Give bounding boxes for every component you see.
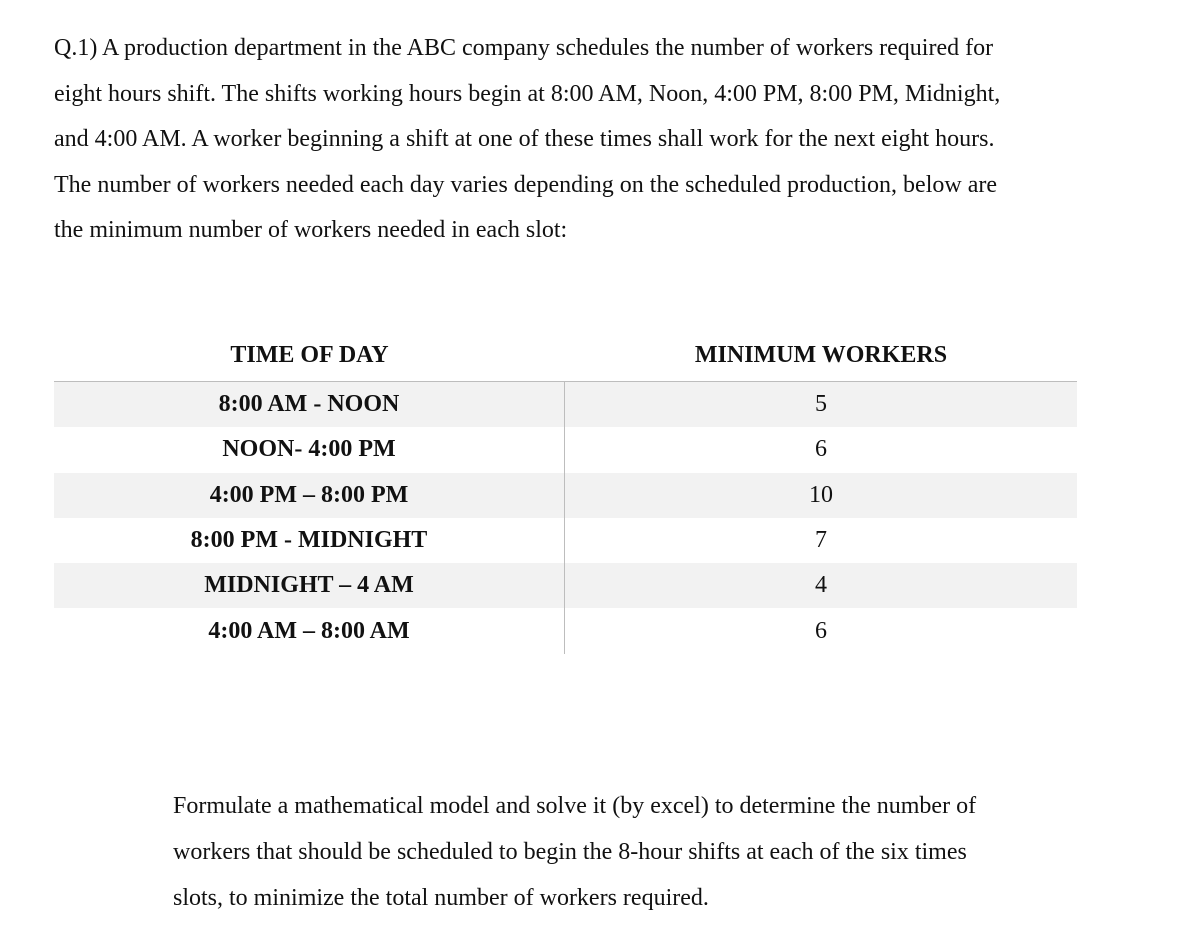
question-line: Q.1) A production department in the ABC company schedules the number of workers required for [54,35,994,61]
minimum-workers-cell: 10 [809,481,833,508]
time-slot-cell: 8:00 AM - NOON [54,382,565,427]
minimum-workers-cell: 4 [815,572,827,599]
table-row [54,608,1077,654]
instruction-paragraph [173,783,1093,921]
minimum-workers-cell: 5 [815,391,827,418]
table-body [54,382,1077,654]
table-header [54,329,1077,382]
time-slot-cell: NOON- 4:00 PM [54,427,565,472]
question-line: the minimum number of workers needed in each slot: [54,217,568,243]
table-row [54,427,1077,472]
minimum-workers-cell: 7 [815,527,827,554]
header-time-of-day: TIME OF DAY [230,341,389,368]
time-slot-cell: 4:00 AM – 8:00 AM [54,608,565,654]
question-paragraph [54,26,1094,254]
question-line: and 4:00 AM. A worker beginning a shift at one of these times shall work for the next eight hours. [54,126,995,152]
header-minimum-workers: MINIMUM WORKERS [694,341,948,368]
instruction-line: Formulate a mathematical model and solve it (by excel) to determine the number of [173,793,977,819]
minimum-workers-cell: 6 [815,436,827,463]
table-row [54,563,1077,608]
table-row [54,473,1077,518]
question-line: The number of workers needed each day varies depending on the scheduled production, below are [54,171,997,198]
table-row [54,518,1077,563]
time-slot-cell: 8:00 PM - MIDNIGHT [54,518,565,563]
table-row [54,382,1077,427]
minimum-workers-cell: 6 [815,617,827,644]
workers-table [54,329,1077,654]
instruction-line: slots, to minimize the total number of workers required. [173,885,709,911]
time-slot-cell: 4:00 PM – 8:00 PM [54,473,565,518]
time-slot-cell: MIDNIGHT – 4 AM [54,563,565,608]
instruction-line: workers that should be scheduled to begin the 8-hour shifts at each of the six times [173,839,967,865]
question-line: eight hours shift. The shifts working hours begin at 8:00 AM, Noon, 4:00 PM, 8:00 PM, Midnight, [54,80,1001,107]
